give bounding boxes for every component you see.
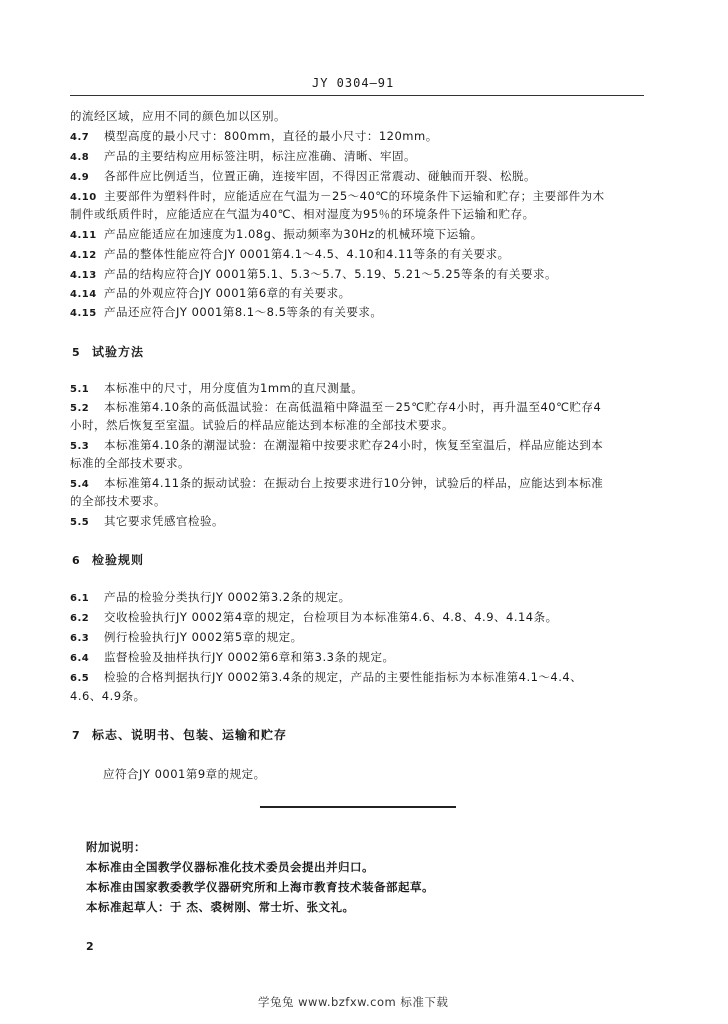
clause-text: 产品还应符合JY 0001第8.1～8.5等条的有关要求。 bbox=[104, 305, 383, 319]
clause-6-5-cont: 4.6、4.9条。 bbox=[70, 689, 146, 703]
clause-number: 4.8 bbox=[70, 152, 90, 163]
clause-4-12 bbox=[70, 246, 510, 264]
clause-text: 本标准中的尺寸，用分度值为1mm的直尺测量。 bbox=[104, 381, 364, 395]
clause-number: 5.2 bbox=[70, 403, 90, 414]
clause-5-2 bbox=[70, 399, 601, 417]
clause-text: 产品应能适应在加速度为1.08g、振动频率为30Hz的机械环境下运输。 bbox=[104, 227, 483, 241]
section-title: 检验规则 bbox=[92, 553, 145, 567]
clause-4-11 bbox=[70, 226, 483, 244]
clause-4-7 bbox=[70, 128, 438, 146]
clause-6-5 bbox=[70, 669, 582, 687]
clause-text: 各部件应比例适当，位置正确，连接牢固，不得因正常震动、碰触而开裂、松脱。 bbox=[104, 169, 536, 183]
addendum-line: 本标准由全国教学仪器标准化技术委员会提出并归口。 bbox=[86, 860, 374, 874]
clause-number: 4.15 bbox=[70, 308, 97, 319]
clause-text: 本标准第4.10条的潮湿试验：在潮湿箱中按要求贮存24小时，恢复至室温后，样品应能达到本 bbox=[104, 438, 604, 452]
section-number: 5 bbox=[72, 346, 81, 359]
section-7-body: 应符合JY 0001第9章的规定。 bbox=[103, 767, 266, 781]
clause-number: 4.9 bbox=[70, 172, 90, 183]
clause-number: 5.3 bbox=[70, 441, 90, 452]
clause-4-13 bbox=[70, 266, 557, 284]
clause-6-2 bbox=[70, 609, 558, 627]
page-number: 2 bbox=[86, 940, 94, 953]
clause-6-3 bbox=[70, 629, 303, 647]
clause-text: 其它要求凭感官检验。 bbox=[104, 514, 224, 528]
clause-text: 本标准第4.10条的高低温试验：在高低温箱中降温至－25℃贮存4小时，再升温至40℃贮存4 bbox=[104, 400, 602, 414]
clause-text: 产品的外观应符合JY 0001第6章的有关要求。 bbox=[104, 286, 351, 300]
clause-text: 检验的合格判据执行JY 0002第3.4条的规定，产品的主要性能指标为本标准第4.1～4.4、 bbox=[104, 670, 583, 684]
clause-text: 模型高度的最小尺寸：800mm，直径的最小尺寸：120mm。 bbox=[104, 129, 438, 143]
clause-text: 主要部件为塑料件时，应能适应在气温为－25～40℃的环境条件下运输和贮存；主要部件为木 bbox=[104, 189, 605, 203]
clause-number: 6.5 bbox=[70, 673, 90, 684]
clause-text: 本标准第4.11条的振动试验：在振动台上按要求进行10分钟，试验后的样品，应能达到本标准 bbox=[104, 476, 604, 490]
clause-number: 5.5 bbox=[70, 517, 90, 528]
header-divider bbox=[70, 95, 644, 96]
clause-5-2-cont: 小时，然后恢复至室温。试验后的样品应能达到本标准的全部技术要求。 bbox=[70, 418, 454, 432]
clause-text: 产品的整体性能应符合JY 0001第4.1～4.5、4.10和4.11等条的有关要求。 bbox=[104, 247, 510, 261]
addendum-line: 本标准起草人：于 杰、裘树刚、常士圻、张文礼。 bbox=[86, 900, 355, 914]
clause-text: 例行检验执行JY 0002第5章的规定。 bbox=[104, 630, 303, 644]
clause-number: 4.13 bbox=[70, 270, 97, 281]
clause-4-8 bbox=[70, 148, 416, 166]
clause-5-3 bbox=[70, 437, 603, 455]
section-7-heading bbox=[72, 726, 287, 743]
clause-5-4 bbox=[70, 475, 603, 493]
end-of-text-rule bbox=[260, 806, 456, 808]
clause-number: 5.4 bbox=[70, 479, 90, 490]
clause-number: 4.14 bbox=[70, 289, 97, 300]
section-title: 标志、说明书、包装、运输和贮存 bbox=[92, 728, 288, 742]
intro-line: 的流经区域，应用不同的颜色加以区别。 bbox=[70, 109, 286, 123]
clause-5-1 bbox=[70, 380, 363, 398]
addendum-heading: 附加说明： bbox=[86, 840, 146, 854]
clause-6-1 bbox=[70, 589, 351, 607]
section-number: 7 bbox=[72, 729, 81, 742]
clause-number: 5.1 bbox=[70, 384, 90, 395]
clause-6-4 bbox=[70, 649, 394, 667]
clause-text: 产品的结构应符合JY 0001第5.1、5.3～5.7、5.19、5.21～5.25等条的有关要求。 bbox=[104, 267, 558, 281]
clause-5-5 bbox=[70, 513, 224, 531]
clause-text: 交收检验执行JY 0002第4章的规定，台检项目为本标准第4.6、4.8、4.9、4.14条。 bbox=[104, 610, 558, 624]
clause-5-4-cont: 的全部技术要求。 bbox=[70, 494, 166, 508]
section-title: 试验方法 bbox=[92, 345, 145, 359]
clause-number: 4.10 bbox=[70, 192, 97, 203]
standard-code-header: JY 0304—91 bbox=[312, 76, 395, 90]
clause-number: 6.3 bbox=[70, 633, 90, 644]
clause-number: 6.2 bbox=[70, 613, 90, 624]
section-number: 6 bbox=[72, 554, 81, 567]
clause-4-15 bbox=[70, 304, 382, 322]
section-5-heading bbox=[72, 343, 144, 360]
clause-4-10 bbox=[70, 188, 605, 206]
clause-4-10-cont: 制件或纸质件时，应能适应在气温为40℃、相对湿度为95％的环境条件下运输和贮存。 bbox=[70, 207, 535, 221]
clause-number: 6.1 bbox=[70, 593, 90, 604]
clause-4-9 bbox=[70, 168, 536, 186]
site-footer-watermark: 学兔兔 www.bzfxw.com 标准下载 bbox=[258, 995, 449, 1009]
clause-number: 4.12 bbox=[70, 250, 97, 261]
clause-text: 产品的主要结构应用标签注明，标注应准确、清晰、牢固。 bbox=[104, 149, 416, 163]
clause-number: 6.4 bbox=[70, 653, 90, 664]
section-6-heading bbox=[72, 551, 144, 568]
addendum-line: 本标准由国家教委教学仪器研究所和上海市教育技术装备部起草。 bbox=[86, 880, 434, 894]
clause-text: 产品的检验分类执行JY 0002第3.2条的规定。 bbox=[104, 590, 351, 604]
clause-text: 监督检验及抽样执行JY 0002第6章和第3.3条的规定。 bbox=[104, 650, 395, 664]
clause-number: 4.11 bbox=[70, 230, 97, 241]
clause-number: 4.7 bbox=[70, 132, 90, 143]
clause-5-3-cont: 标准的全部技术要求。 bbox=[70, 456, 190, 470]
clause-4-14 bbox=[70, 285, 351, 303]
